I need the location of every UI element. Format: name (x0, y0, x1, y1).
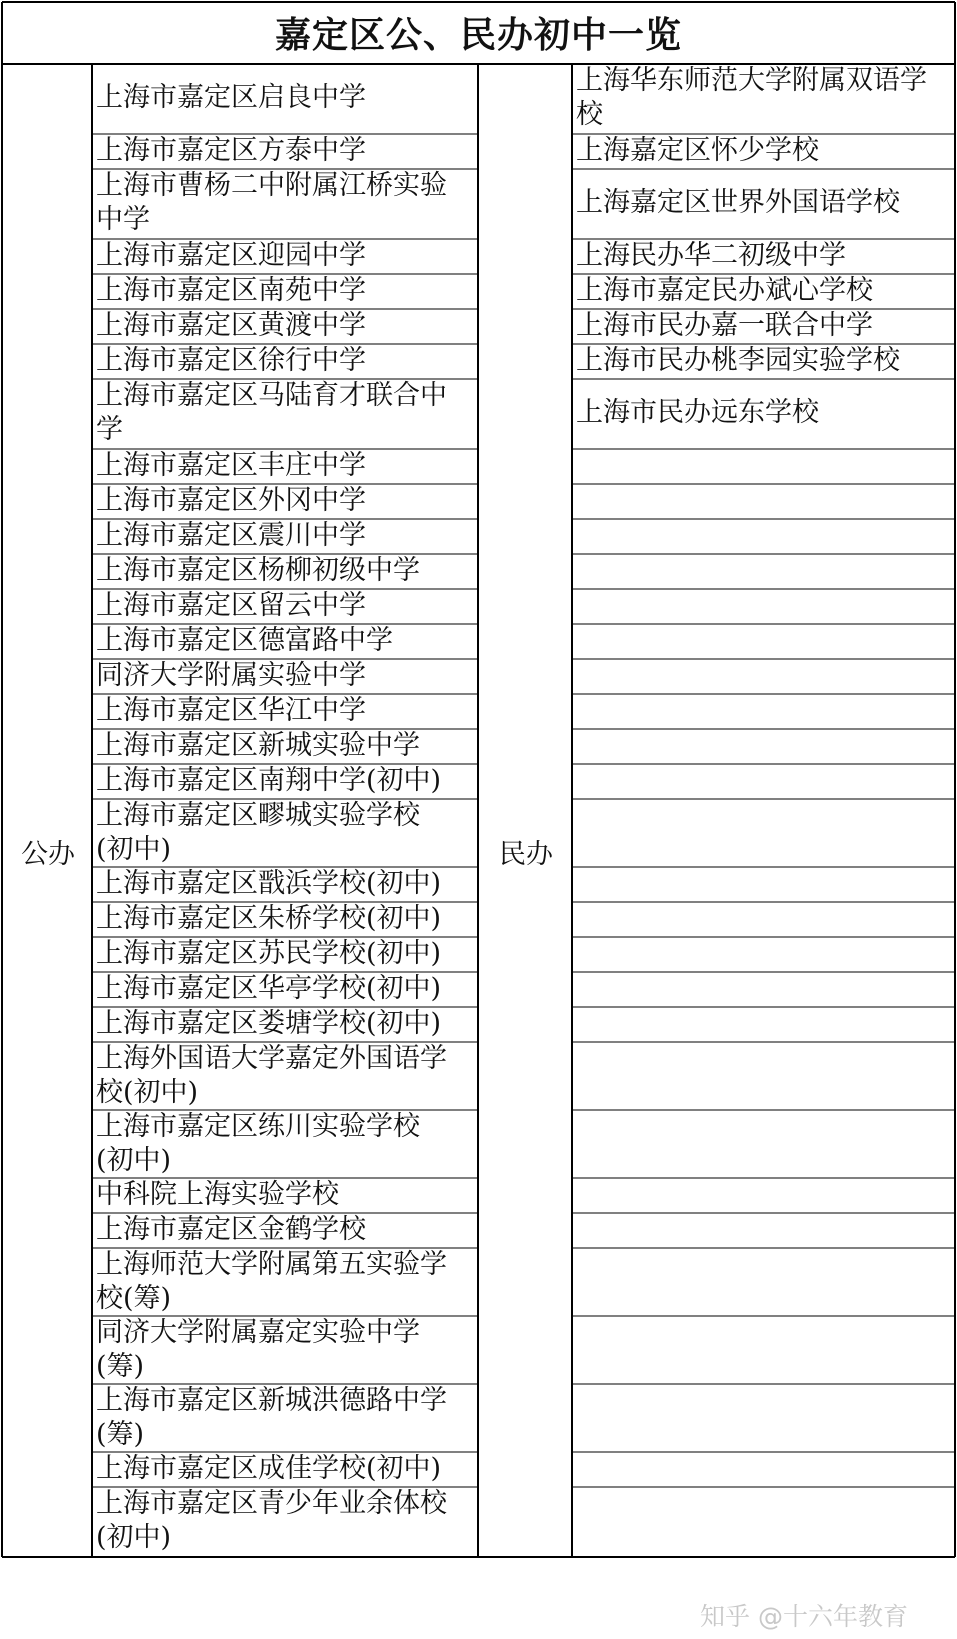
public-school-row (93, 694, 477, 728)
public-school-name: 上海市嘉定区德富路中学 (96, 625, 393, 656)
public-school-row (93, 972, 477, 1006)
public-school-name: 上海市嘉定区震川中学 (96, 520, 366, 551)
public-school-row (93, 764, 477, 798)
public-school-row (93, 659, 477, 693)
public-school-name: 中学 (96, 204, 150, 235)
public-school-name: (初中) (96, 1522, 172, 1553)
public-school-row (93, 589, 477, 623)
category-public: 公办 (21, 839, 75, 870)
public-school-row (93, 729, 477, 763)
public-school-row (93, 134, 477, 168)
public-school-name: 校(初中) (96, 1077, 199, 1108)
public-school-row (93, 1178, 477, 1212)
public-school-name: 上海市嘉定区丰庄中学 (96, 450, 366, 481)
public-school-row (93, 81, 477, 115)
private-school-name: 上海市民办桃李园实验学校 (576, 345, 900, 376)
public-school-row (93, 274, 477, 308)
public-school-name: 上海市嘉定区新城洪德路中学 (96, 1385, 447, 1416)
public-school-name: 上海市嘉定区外冈中学 (96, 485, 366, 516)
private-school-name: 上海嘉定区怀少学校 (576, 135, 819, 166)
public-school-row (93, 309, 477, 343)
public-school-row (93, 1248, 477, 1316)
public-school-name: 上海市嘉定区杨柳初级中学 (96, 555, 420, 586)
public-school-name: 上海市嘉定区青少年业余体校 (96, 1488, 447, 1519)
public-school-row (93, 624, 477, 658)
public-school-name: 上海市嘉定区苏民学校(初中) (96, 938, 442, 969)
private-school-row (573, 344, 954, 378)
private-school-row (573, 309, 954, 343)
public-school-row (93, 344, 477, 378)
public-school-row (93, 169, 477, 237)
public-school-name: (初中) (96, 834, 172, 865)
public-school-name: 上海市嘉定区朱桥学校(初中) (96, 903, 442, 934)
public-school-row (93, 379, 477, 447)
private-school-name: 上海市民办远东学校 (576, 397, 819, 428)
public-school-row (93, 1042, 477, 1110)
private-school-row (573, 239, 954, 273)
public-school-name: 上海市嘉定区娄塘学校(初中) (96, 1008, 442, 1039)
table-title: 嘉定区公、民办初中一览 (274, 13, 682, 56)
public-school-row (93, 867, 477, 901)
private-school-row (573, 274, 954, 308)
public-school-name: 上海市嘉定区南翔中学(初中) (96, 765, 442, 796)
public-school-row (93, 1487, 477, 1555)
public-school-name: 上海师范大学附属第五实验学 (96, 1249, 447, 1280)
public-school-name: 上海市嘉定区成佳学校(初中) (96, 1453, 442, 1484)
public-school-row (93, 799, 477, 867)
public-school-name: 学 (96, 414, 123, 445)
public-school-name: 上海市嘉定区南苑中学 (96, 275, 366, 306)
public-school-name: 上海市嘉定区华亭学校(初中) (96, 973, 442, 1004)
public-school-name: 上海市嘉定区疁城实验学校 (96, 800, 420, 831)
public-school-row (93, 449, 477, 483)
private-school-name: 上海市民办嘉一联合中学 (576, 310, 873, 341)
public-school-row (93, 1110, 477, 1178)
public-school-name: 上海市嘉定区徐行中学 (96, 345, 366, 376)
public-school-row (93, 937, 477, 971)
public-school-name: (筹) (96, 1419, 145, 1450)
private-school-row (573, 134, 954, 168)
public-school-row (93, 1007, 477, 1041)
public-school-name: 上海市嘉定区金鹤学校 (96, 1214, 366, 1245)
private-school-name: 上海市嘉定民办斌心学校 (576, 275, 873, 306)
private-school-name: 上海嘉定区世界外国语学校 (576, 187, 900, 218)
public-school-row (93, 1452, 477, 1486)
public-school-name: 同济大学附属实验中学 (96, 660, 366, 691)
public-school-name: 中科院上海实验学校 (96, 1179, 339, 1210)
public-school-name: 上海市嘉定区练川实验学校 (96, 1111, 420, 1142)
public-school-name: 上海市嘉定区马陆育才联合中 (96, 380, 447, 411)
public-school-name: 校(筹) (96, 1283, 172, 1314)
private-school-row (573, 64, 954, 132)
public-school-name: (初中) (96, 1145, 172, 1176)
category-private: 民办 (499, 839, 553, 870)
private-school-row (573, 396, 954, 430)
public-school-row (93, 902, 477, 936)
public-school-name: 上海外国语大学嘉定外国语学 (96, 1043, 447, 1074)
public-school-name: 上海市嘉定区黄渡中学 (96, 310, 366, 341)
private-school-name: 校 (576, 99, 603, 130)
public-school-row (93, 1384, 477, 1452)
public-school-row (93, 239, 477, 273)
private-school-name: 上海华东师范大学附属双语学 (576, 65, 927, 96)
public-school-name: 上海市嘉定区新城实验中学 (96, 730, 420, 761)
watermark: 知乎 @十六年教育 (700, 1602, 908, 1631)
private-school-name: 上海民办华二初级中学 (576, 240, 846, 271)
public-school-name: 上海市嘉定区方泰中学 (96, 135, 366, 166)
public-school-row (93, 1316, 477, 1384)
public-school-name: 上海市嘉定区戬浜学校(初中) (96, 868, 442, 899)
public-school-name: (筹) (96, 1351, 145, 1382)
public-school-name: 同济大学附属嘉定实验中学 (96, 1317, 420, 1348)
public-school-name: 上海市嘉定区华江中学 (96, 695, 366, 726)
private-school-row (573, 186, 954, 220)
public-school-row (93, 484, 477, 518)
public-school-row (93, 1213, 477, 1247)
public-school-name: 上海市嘉定区留云中学 (96, 590, 366, 621)
public-school-row (93, 519, 477, 553)
public-school-name: 上海市曹杨二中附属江桥实验 (96, 170, 447, 201)
public-school-row (93, 554, 477, 588)
public-school-name: 上海市嘉定区启良中学 (96, 82, 366, 113)
public-school-name: 上海市嘉定区迎园中学 (96, 240, 366, 271)
